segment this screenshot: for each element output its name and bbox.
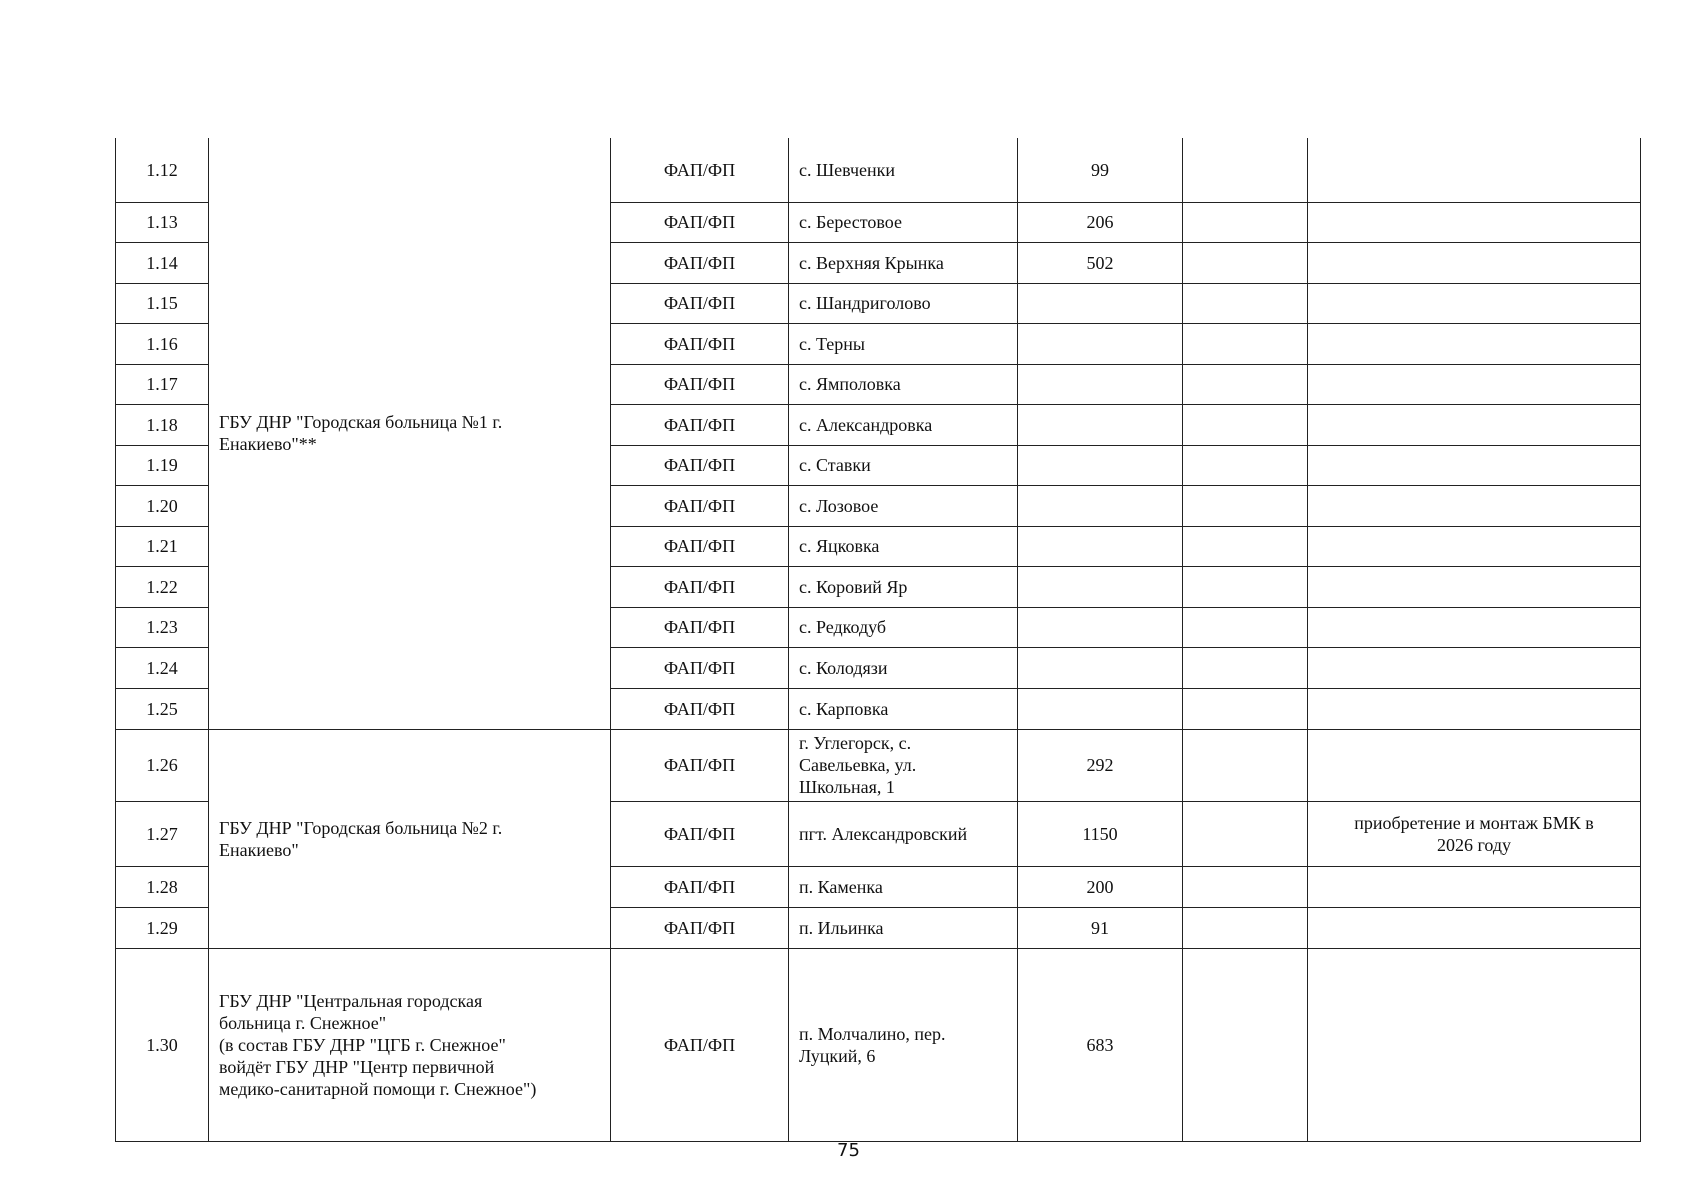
facility-location: с. Карповка — [789, 688, 1018, 729]
facility-location: с. Коровий Яр — [789, 566, 1018, 607]
row-number: 1.15 — [116, 283, 209, 323]
row-number: 1.29 — [116, 907, 209, 948]
facility-location: с. Александровка — [789, 404, 1018, 445]
empty-cell — [1183, 283, 1308, 323]
population — [1018, 485, 1183, 526]
table-row — [116, 948, 1641, 1141]
facility-type: ФАП/ФП — [611, 948, 789, 1141]
empty-cell — [1183, 866, 1308, 907]
empty-cell — [1183, 907, 1308, 948]
population: 502 — [1018, 242, 1183, 283]
facility-location: с. Берестовое — [789, 202, 1018, 242]
empty-cell — [1183, 485, 1308, 526]
row-number: 1.30 — [116, 948, 209, 1141]
facility-location: с. Лозовое — [789, 485, 1018, 526]
facility-type: ФАП/ФП — [611, 607, 789, 647]
row-number: 1.14 — [116, 242, 209, 283]
population: 206 — [1018, 202, 1183, 242]
population — [1018, 647, 1183, 688]
facility-type: ФАП/ФП — [611, 688, 789, 729]
row-number: 1.18 — [116, 404, 209, 445]
facility-location: с. Ставки — [789, 445, 1018, 485]
facility-type: ФАП/ФП — [611, 566, 789, 607]
population — [1018, 323, 1183, 364]
facility-type: ФАП/ФП — [611, 485, 789, 526]
population — [1018, 566, 1183, 607]
empty-cell — [1183, 202, 1308, 242]
population: 683 — [1018, 948, 1183, 1141]
empty-cell — [1183, 138, 1308, 202]
note: приобретение и монтаж БМК в 2026 году — [1308, 801, 1641, 866]
empty-cell — [1183, 566, 1308, 607]
facility-type: ФАП/ФП — [611, 242, 789, 283]
population: 91 — [1018, 907, 1183, 948]
empty-cell — [1183, 404, 1308, 445]
facilities-table — [115, 138, 1641, 1142]
row-number: 1.22 — [116, 566, 209, 607]
facility-type: ФАП/ФП — [611, 866, 789, 907]
empty-cell — [1183, 242, 1308, 283]
empty-cell — [1183, 526, 1308, 566]
organization-name: ГБУ ДНР "Городская больница №1 г. Енакиево"** — [209, 138, 611, 729]
table-row — [116, 729, 1641, 801]
population: 99 — [1018, 138, 1183, 202]
note — [1308, 729, 1641, 801]
facility-type: ФАП/ФП — [611, 202, 789, 242]
row-number: 1.28 — [116, 866, 209, 907]
population — [1018, 364, 1183, 404]
population — [1018, 404, 1183, 445]
population — [1018, 526, 1183, 566]
facility-location: с. Яцковка — [789, 526, 1018, 566]
note — [1308, 323, 1641, 364]
facility-location: п. Каменка — [789, 866, 1018, 907]
facility-location: г. Углегорск, с. Савельевка, ул. Школьная, 1 — [789, 729, 1018, 801]
facility-type: ФАП/ФП — [611, 907, 789, 948]
table-row — [116, 138, 1641, 202]
note — [1308, 607, 1641, 647]
note — [1308, 364, 1641, 404]
empty-cell — [1183, 364, 1308, 404]
row-number: 1.12 — [116, 138, 209, 202]
note — [1308, 485, 1641, 526]
note — [1308, 283, 1641, 323]
organization-name: ГБУ ДНР "Городская больница №2 г. Енакиево" — [209, 729, 611, 948]
facility-type: ФАП/ФП — [611, 323, 789, 364]
row-number: 1.21 — [116, 526, 209, 566]
facility-type: ФАП/ФП — [611, 445, 789, 485]
row-number: 1.27 — [116, 801, 209, 866]
page-number: 75 — [837, 1140, 860, 1161]
population: 1150 — [1018, 801, 1183, 866]
table-body — [116, 138, 1641, 1141]
facility-type: ФАП/ФП — [611, 404, 789, 445]
empty-cell — [1183, 607, 1308, 647]
note — [1308, 948, 1641, 1141]
note — [1308, 526, 1641, 566]
facility-location: с. Верхняя Крынка — [789, 242, 1018, 283]
row-number: 1.24 — [116, 647, 209, 688]
facility-type: ФАП/ФП — [611, 526, 789, 566]
population — [1018, 283, 1183, 323]
population — [1018, 688, 1183, 729]
facility-type: ФАП/ФП — [611, 364, 789, 404]
empty-cell — [1183, 445, 1308, 485]
row-number: 1.17 — [116, 364, 209, 404]
facility-location: п. Ильинка — [789, 907, 1018, 948]
facility-type: ФАП/ФП — [611, 647, 789, 688]
note — [1308, 445, 1641, 485]
empty-cell — [1183, 729, 1308, 801]
row-number: 1.25 — [116, 688, 209, 729]
facility-location: с. Шевченки — [789, 138, 1018, 202]
empty-cell — [1183, 647, 1308, 688]
note — [1308, 242, 1641, 283]
note — [1308, 138, 1641, 202]
facility-location: п. Молчалино, пер. Луцкий, 6 — [789, 948, 1018, 1141]
empty-cell — [1183, 801, 1308, 866]
note — [1308, 647, 1641, 688]
facility-type: ФАП/ФП — [611, 138, 789, 202]
empty-cell — [1183, 948, 1308, 1141]
empty-cell — [1183, 688, 1308, 729]
empty-cell — [1183, 323, 1308, 364]
facility-type: ФАП/ФП — [611, 283, 789, 323]
note — [1308, 566, 1641, 607]
row-number: 1.13 — [116, 202, 209, 242]
note — [1308, 866, 1641, 907]
note — [1308, 688, 1641, 729]
organization-name: ГБУ ДНР "Центральная городская больница г. Снежное" (в состав ГБУ ДНР "ЦГБ г. Снежное" войдёт ГБУ ДНР "Центр первичной медико-санитарной помощи г. Снежное") — [209, 948, 611, 1141]
facility-location: с. Терны — [789, 323, 1018, 364]
facility-location: с. Ямполовка — [789, 364, 1018, 404]
row-number: 1.23 — [116, 607, 209, 647]
facility-location: с. Колодязи — [789, 647, 1018, 688]
note — [1308, 907, 1641, 948]
population: 200 — [1018, 866, 1183, 907]
facility-location: пгт. Александровский — [789, 801, 1018, 866]
facility-type: ФАП/ФП — [611, 729, 789, 801]
row-number: 1.26 — [116, 729, 209, 801]
row-number: 1.19 — [116, 445, 209, 485]
row-number: 1.16 — [116, 323, 209, 364]
population — [1018, 445, 1183, 485]
note — [1308, 404, 1641, 445]
note — [1308, 202, 1641, 242]
facility-type: ФАП/ФП — [611, 801, 789, 866]
row-number: 1.20 — [116, 485, 209, 526]
facility-location: с. Шандриголово — [789, 283, 1018, 323]
facility-location: с. Редкодуб — [789, 607, 1018, 647]
population — [1018, 607, 1183, 647]
population: 292 — [1018, 729, 1183, 801]
